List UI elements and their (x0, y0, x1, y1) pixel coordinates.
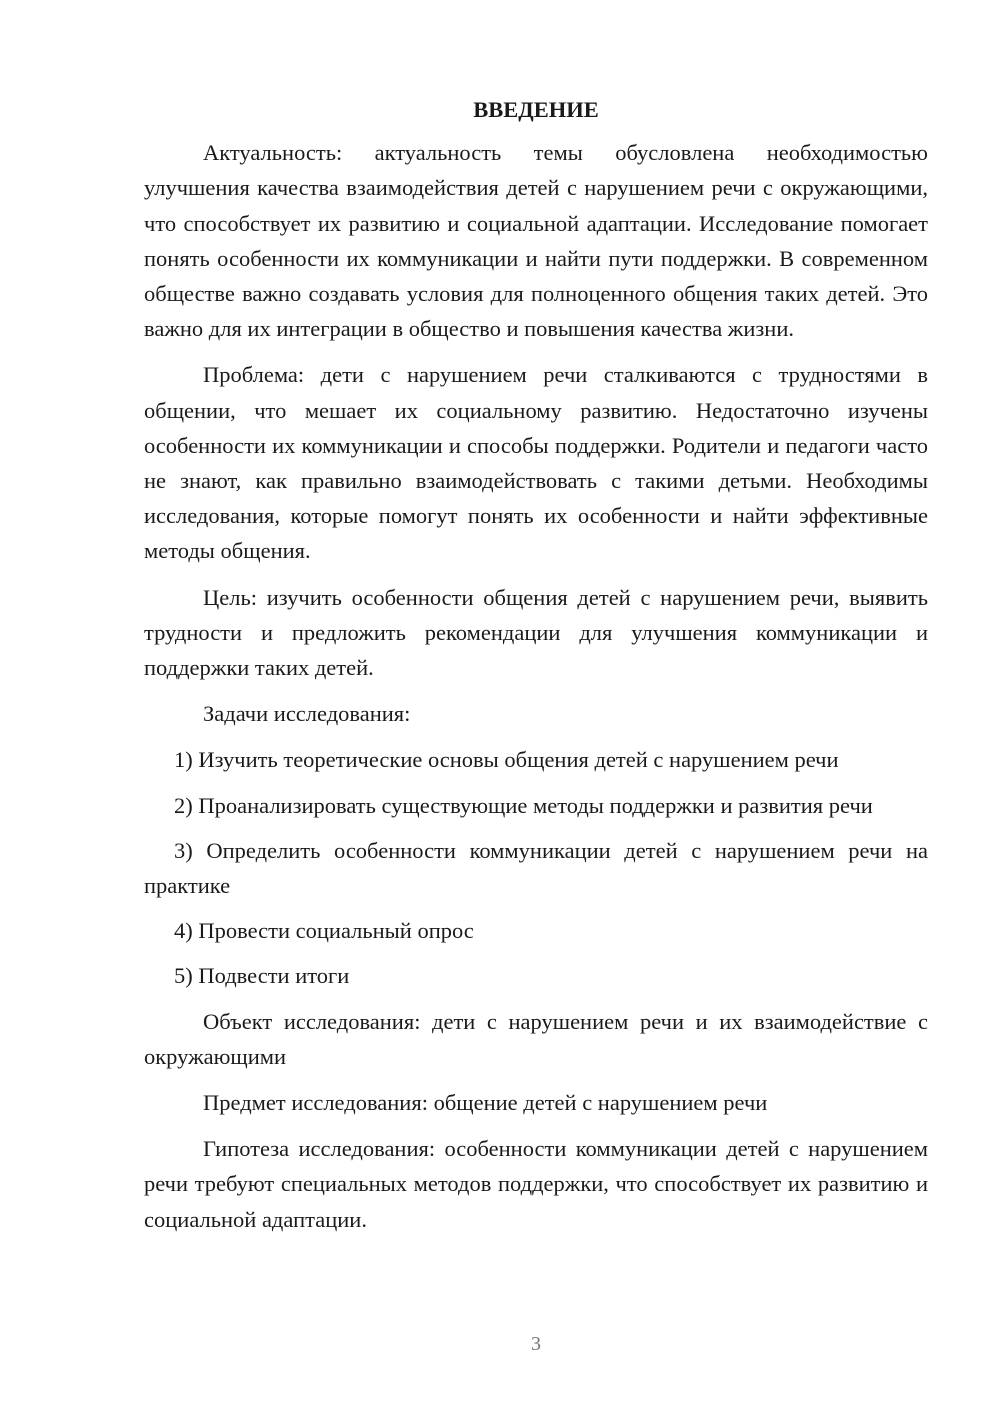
task-item: 3) Определить особенности коммуникации детей с нарушением речи на практике (144, 837, 928, 899)
research-subject-paragraph: Предмет исследования: общение детей с нарушением речи (203, 1090, 768, 1116)
relevance-paragraph: Актуальность: актуальность темы обусловлена необходимостью улучшения качества взаимодействия детей с нарушением речи с окружающими, что способствует их развитию и социальной адаптации. Исследование помогает понять особенности их коммуникации и найти пути поддержки. В современном обществе важно создавать условия для полноценного общения таких детей. Это важно для их интеграции в общество и повышения качества жизни. (144, 140, 928, 342)
tasks-heading: Задачи исследования: (203, 701, 411, 727)
section-title: ВВЕДЕНИЕ (473, 97, 599, 122)
task-item: 1) Изучить теоретические основы общения детей с нарушением речи (174, 747, 839, 773)
goal-paragraph: Цель: изучить особенности общения детей с нарушением речи, выявить трудности и предложить рекомендации для улучшения коммуникации и поддержки таких детей. (144, 584, 928, 681)
task-item: 4) Провести социальный опрос (174, 918, 474, 944)
research-object-paragraph: Объект исследования: дети с нарушением речи и их взаимодействие с окружающими (144, 1008, 928, 1069)
task-item: 5) Подвести итоги (174, 963, 350, 989)
page-content (144, 92, 928, 1248)
task-item: 2) Проанализировать существующие методы поддержки и развития речи (174, 792, 873, 818)
problem-paragraph: Проблема: дети с нарушением речи сталкиваются с трудностями в общении, что мешает их социальному развитию. Недостаточно изучены особенности их коммуникации и способы поддержки. Родители и педагоги часто не знают, как правильно взаимодействовать с такими детьми. Необходимы исследования, которые помогут понять их особенности и найти эффективные методы общения. (144, 362, 928, 564)
page-number: 3 (531, 1333, 541, 1355)
hypothesis-paragraph: Гипотеза исследования: особенности коммуникации детей с нарушением речи требуют специальных методов поддержки, что способствует их развитию и социальной адаптации. (144, 1136, 928, 1232)
